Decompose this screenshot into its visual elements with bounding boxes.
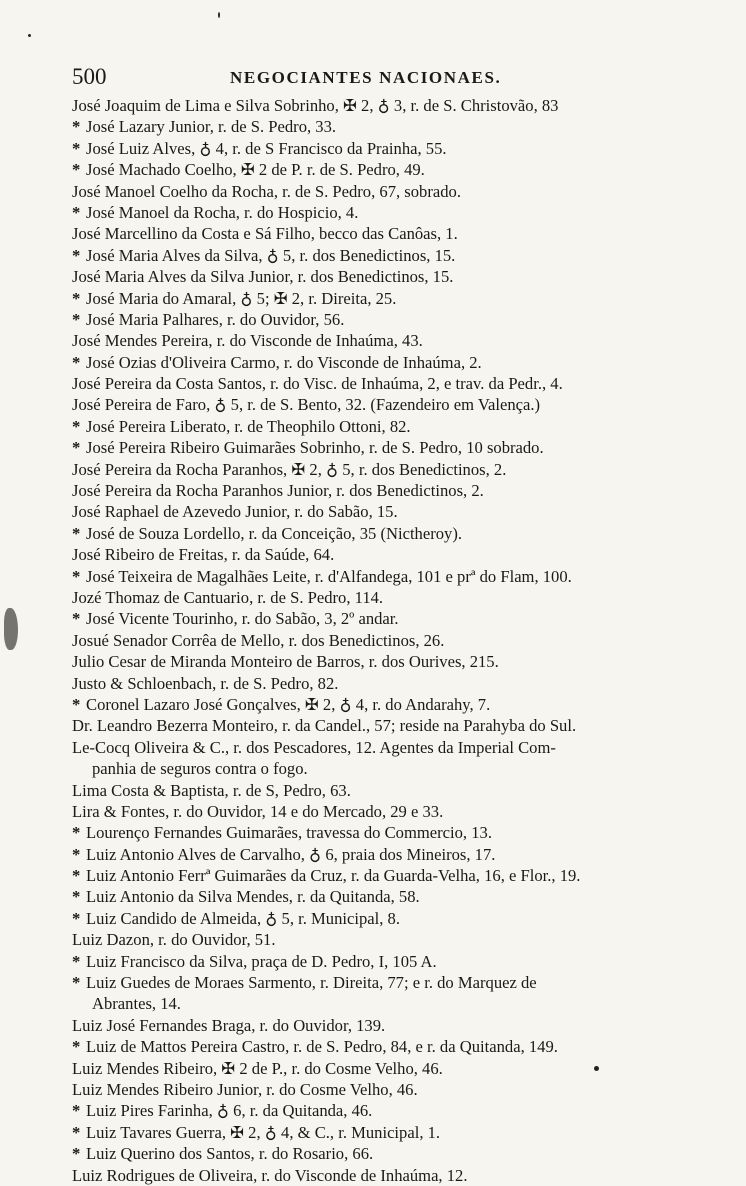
asterisk-mark: * bbox=[72, 160, 81, 180]
entry-text: José Pereira da Costa Santos, r. do Visc. de Inhaúma, 2, e trav. da Pedr., 4. bbox=[72, 374, 563, 394]
entry-text: José Pereira Ribeiro Guimarães Sobrinho, r. de S. Pedro, 10 sobrado. bbox=[86, 438, 544, 458]
entry-text: Luiz José Fernandes Braga, r. do Ouvidor, 139. bbox=[72, 1015, 386, 1035]
directory-entry bbox=[72, 587, 688, 608]
entry-text: José Pereira de Faro, ♁ 5, r. de S. Bento, 32. (Fazendeiro em Valença.) bbox=[72, 395, 541, 415]
directory-entry bbox=[72, 673, 688, 694]
asterisk-mark: * bbox=[72, 416, 81, 436]
entry-text: José Pereira da Rocha Paranhos, ✠ 2, ♁ 5, r. dos Benedictinos, 2. bbox=[72, 459, 507, 479]
entry-text: Justo & Schloenbach, r. de S. Pedro, 82. bbox=[72, 673, 339, 693]
directory-entry bbox=[72, 330, 688, 351]
entry-text: José Maria Alves da Silva Junior, r. dos Benedictinos, 15. bbox=[72, 267, 454, 287]
directory-entry bbox=[72, 694, 688, 715]
entry-text: José Maria do Amaral, ♁ 5; ✠ 2, r. Direita, 25. bbox=[86, 288, 397, 308]
directory-entry bbox=[72, 780, 688, 801]
directory-entry bbox=[72, 480, 688, 501]
asterisk-mark: * bbox=[72, 844, 81, 864]
asterisk-mark: * bbox=[72, 951, 81, 971]
entry-text: José Joaquim de Lima e Silva Sobrinho, ✠ 2, ♁ 3, r. de S. Christovão, 83 bbox=[72, 96, 559, 115]
directory-entry bbox=[72, 908, 688, 929]
asterisk-mark: * bbox=[72, 908, 81, 928]
directory-entry bbox=[72, 416, 688, 437]
entry-text: Luiz Dazon, r. do Ouvidor, 51. bbox=[72, 930, 276, 950]
asterisk-mark: * bbox=[72, 1122, 81, 1142]
directory-entry bbox=[72, 844, 688, 865]
asterisk-mark: * bbox=[72, 202, 81, 222]
asterisk-mark: * bbox=[72, 609, 81, 629]
directory-entry bbox=[72, 929, 688, 950]
directory-entry bbox=[72, 309, 688, 330]
directory-entry bbox=[72, 1079, 688, 1100]
entry-text: José Ribeiro de Freitas, r. da Saúde, 64. bbox=[72, 545, 335, 565]
asterisk-mark: * bbox=[72, 823, 81, 843]
entry-text: José Ozias d'Oliveira Carmo, r. do Visconde de Inhaúma, 2. bbox=[86, 352, 482, 372]
entry-text: Josué Senador Corrêa de Mello, r. dos Benedictinos, 26. bbox=[72, 630, 445, 650]
entry-text: José Mendes Pereira, r. do Visconde de Inhaúma, 43. bbox=[72, 331, 423, 351]
entry-text: Coronel Lazaro José Gonçalves, ✠ 2, ♁ 4, r. do Andarahy, 7. bbox=[86, 694, 491, 714]
asterisk-mark: * bbox=[72, 288, 81, 308]
ink-dot bbox=[594, 1066, 599, 1071]
entry-text: panhia de seguros contra o fogo. bbox=[92, 759, 308, 779]
directory-entry bbox=[72, 993, 688, 1014]
directory-entry bbox=[72, 758, 688, 779]
asterisk-mark: * bbox=[72, 1037, 81, 1057]
directory-entry bbox=[72, 459, 688, 480]
entry-text: José de Souza Lordello, r. da Conceição, 35 (Nictheroy). bbox=[86, 523, 463, 543]
entry-text: Julio Cesar de Miranda Monteiro de Barros, r. dos Ourives, 215. bbox=[72, 652, 499, 672]
entry-text: Luiz Guedes de Moraes Sarmento, r. Direita, 77; e r. do Marquez de bbox=[86, 973, 537, 993]
directory-entry bbox=[72, 159, 688, 180]
entry-text: José Maria Palhares, r. do Ouvidor, 56. bbox=[86, 309, 345, 329]
directory-entry bbox=[72, 1100, 688, 1121]
asterisk-mark: * bbox=[72, 352, 81, 372]
entry-text: Lira & Fontes, r. do Ouvidor, 14 e do Mercado, 29 e 33. bbox=[72, 801, 444, 821]
entry-text: Luiz Querino dos Santos, r. do Rosario, 66. bbox=[86, 1144, 374, 1164]
entry-text: José Teixeira de Magalhães Leite, r. d'Alfandega, 101 e prª do Flam, 100. bbox=[86, 566, 572, 586]
margin-ink-blot bbox=[4, 608, 18, 650]
directory-entry bbox=[72, 202, 688, 223]
entry-text: Le-Cocq Oliveira & C., r. dos Pescadores, 12. Agentes da Imperial Com- bbox=[72, 737, 556, 757]
directory-entry bbox=[72, 951, 688, 972]
directory-entry bbox=[72, 266, 688, 287]
entry-text: Luiz Antonio da Silva Mendes, r. da Quitanda, 58. bbox=[86, 887, 420, 907]
asterisk-mark: * bbox=[72, 694, 81, 714]
entry-text: José Maria Alves da Silva, ♁ 5, r. dos Benedictinos, 15. bbox=[86, 245, 456, 265]
entry-text: Dr. Leandro Bezerra Monteiro, r. da Candel., 57; reside na Parahyba do Sul. bbox=[72, 716, 577, 736]
directory-entry bbox=[72, 523, 688, 544]
entry-text: José Lazary Junior, r. de S. Pedro, 33. bbox=[86, 117, 337, 137]
directory-entry bbox=[72, 138, 688, 159]
directory-entry bbox=[72, 1015, 688, 1036]
entry-text: José Machado Coelho, ✠ 2 de P. r. de S. Pedro, 49. bbox=[86, 160, 425, 180]
entry-text: Luiz de Mattos Pereira Castro, r. de S. Pedro, 84, e r. da Quitanda, 149. bbox=[86, 1037, 558, 1057]
directory-entries bbox=[72, 95, 688, 1186]
entry-text: José Raphael de Azevedo Junior, r. do Sabão, 15. bbox=[72, 502, 398, 522]
entry-text: José Manoel da Rocha, r. do Hospicio, 4. bbox=[86, 202, 359, 222]
directory-entry bbox=[72, 501, 688, 522]
directory-entry bbox=[72, 394, 688, 415]
directory-entry bbox=[72, 1036, 688, 1057]
entry-text: Lourenço Fernandes Guimarães, travessa do Commercio, 13. bbox=[86, 823, 492, 843]
asterisk-mark: * bbox=[72, 138, 81, 158]
directory-entry bbox=[72, 245, 688, 266]
directory-entry bbox=[72, 630, 688, 651]
entry-text: Luiz Antonio Alves de Carvalho, ♁ 6, praia dos Mineiros, 17. bbox=[86, 844, 496, 864]
running-title: NEGOCIANTES NACIONAES. bbox=[230, 68, 502, 87]
page-number: 500 bbox=[72, 64, 107, 89]
entry-text: Abrantes, 14. bbox=[92, 994, 181, 1014]
directory-entry bbox=[72, 1122, 688, 1143]
asterisk-mark: * bbox=[72, 523, 81, 543]
directory-entry bbox=[72, 116, 688, 137]
entry-text: José Luiz Alves, ♁ 4, r. de S Francisco da Prainha, 55. bbox=[86, 138, 447, 158]
asterisk-mark: * bbox=[72, 566, 81, 586]
entry-text: Luiz Rodrigues de Oliveira, r. do Visconde de Inhaúma, 12. bbox=[72, 1165, 468, 1185]
entry-text: Lima Costa & Baptista, r. de S, Pedro, 63. bbox=[72, 780, 351, 800]
directory-entry bbox=[72, 373, 688, 394]
asterisk-mark: * bbox=[72, 1144, 81, 1164]
entry-text: Luiz Candido de Almeida, ♁ 5, r. Municipal, 8. bbox=[86, 908, 400, 928]
entry-text: Luiz Mendes Ribeiro Junior, r. do Cosme Velho, 46. bbox=[72, 1079, 418, 1099]
page-header bbox=[72, 64, 692, 90]
directory-entry bbox=[72, 566, 688, 587]
entry-text: Luiz Antonio Ferrª Guimarães da Cruz, r. da Guarda-Velha, 16, e Flor., 19. bbox=[86, 866, 581, 886]
directory-entry bbox=[72, 223, 688, 244]
entry-text: Luiz Pires Farinha, ♁ 6, r. da Quitanda, 46. bbox=[86, 1101, 373, 1121]
directory-entry bbox=[72, 288, 688, 309]
entry-text: Luiz Tavares Guerra, ✠ 2, ♁ 4, & C., r. Municipal, 1. bbox=[86, 1122, 441, 1142]
asterisk-mark: * bbox=[72, 866, 81, 886]
directory-entry bbox=[72, 972, 688, 993]
asterisk-mark: * bbox=[72, 973, 81, 993]
asterisk-mark: * bbox=[72, 309, 81, 329]
directory-entry bbox=[72, 715, 688, 736]
directory-entry bbox=[72, 822, 688, 843]
asterisk-mark: * bbox=[72, 438, 81, 458]
asterisk-mark: * bbox=[72, 1101, 81, 1121]
entry-text: José Vicente Tourinho, r. do Sabão, 3, 2º andar. bbox=[86, 609, 399, 629]
asterisk-mark: * bbox=[72, 117, 81, 137]
directory-entry bbox=[72, 886, 688, 907]
entry-text: José Marcellino da Costa e Sá Filho, becco das Canôas, 1. bbox=[72, 224, 458, 244]
directory-entry bbox=[72, 801, 688, 822]
directory-entry bbox=[72, 544, 688, 565]
asterisk-mark: * bbox=[72, 887, 81, 907]
directory-entry bbox=[72, 352, 688, 373]
entry-text: Luiz Mendes Ribeiro, ✠ 2 de P., r. do Cosme Velho, 46. bbox=[72, 1058, 443, 1078]
entry-text: José Pereira da Rocha Paranhos Junior, r. dos Benedictinos, 2. bbox=[72, 481, 484, 501]
entry-text: Jozé Thomaz de Cantuario, r. de S. Pedro, 114. bbox=[72, 587, 384, 607]
entry-text: José Pereira Liberato, r. de Theophilo Ottoni, 82. bbox=[86, 416, 411, 436]
directory-entry bbox=[72, 1165, 688, 1186]
entry-text: José Manoel Coelho da Rocha, r. de S. Pedro, 67, sobrado. bbox=[72, 181, 461, 201]
directory-entry bbox=[72, 437, 688, 458]
ink-speck bbox=[218, 12, 220, 18]
directory-entry bbox=[72, 651, 688, 672]
directory-entry bbox=[72, 737, 688, 758]
asterisk-mark: * bbox=[72, 245, 81, 265]
directory-entry bbox=[72, 608, 688, 629]
directory-entry bbox=[72, 865, 688, 886]
directory-entry bbox=[72, 181, 688, 202]
entry-text: Luiz Francisco da Silva, praça de D. Pedro, I, 105 A. bbox=[86, 951, 437, 971]
directory-entry bbox=[72, 95, 688, 116]
ink-speck bbox=[28, 34, 31, 37]
